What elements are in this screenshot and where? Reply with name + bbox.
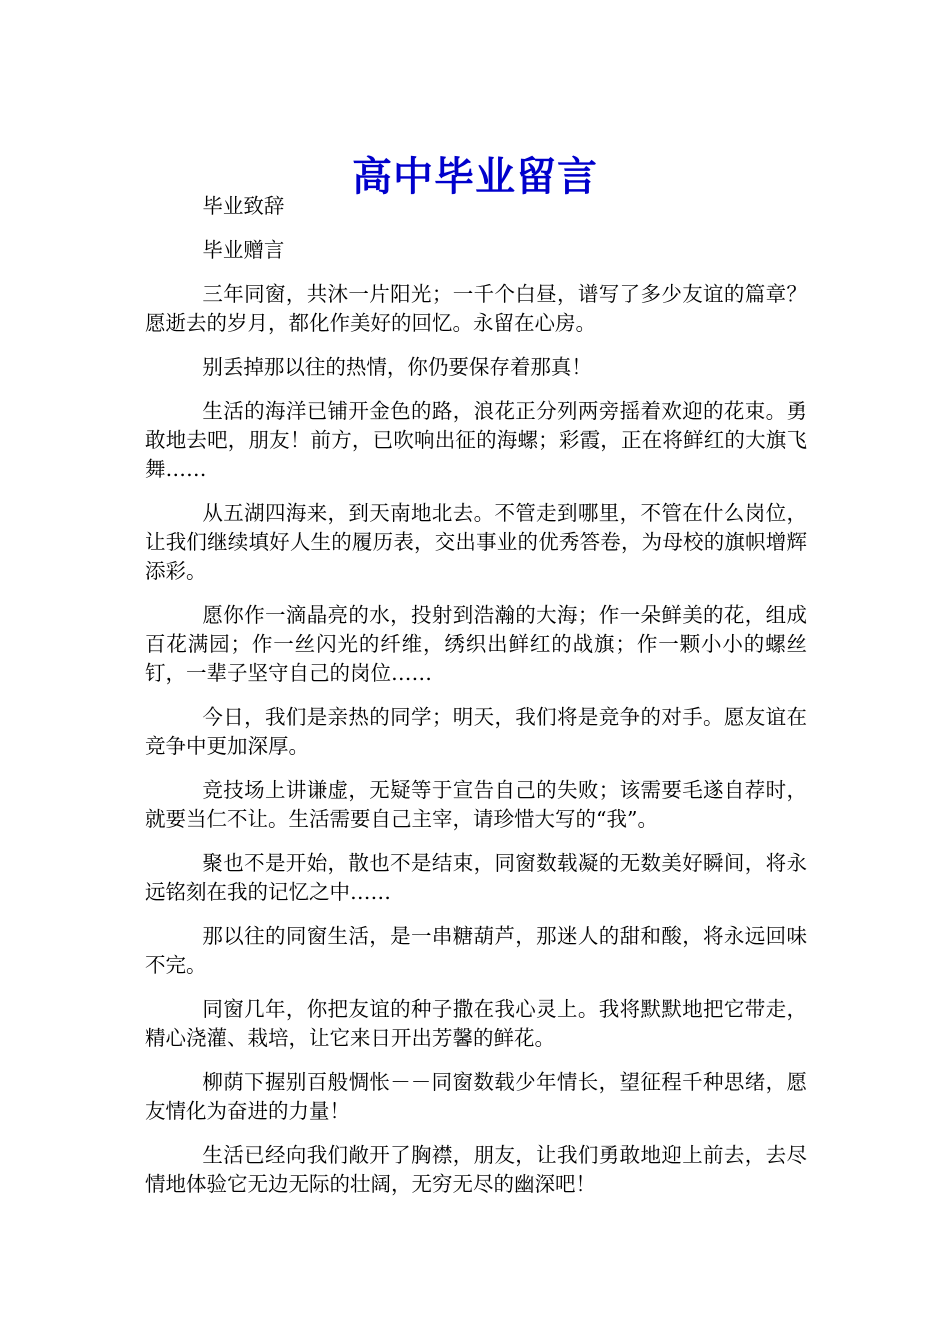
paragraph-5: 生活的海洋已铺开金色的路，浪花正分列两旁摇着欢迎的花束。勇敢地去吧，朋友！前方，已吹响出征的海螺；彩霞，正在将鲜红的大旗飞舞…… bbox=[145, 399, 807, 481]
document-title: 高中毕业留言 bbox=[352, 152, 598, 200]
document-body bbox=[145, 192, 807, 1214]
paragraph-1: 毕业致辞 bbox=[202, 194, 285, 218]
paragraph-3: 三年同窗，共沐一片阳光；一千个白昼，谱写了多少友谊的篇章？愿逝去的岁月，都化作美好的回忆。永留在心房。 bbox=[145, 282, 807, 335]
paragraph-13: 柳荫下握别百般惆怅－－同窗数载少年情长，望征程千种思绪，愿友情化为奋进的力量！ bbox=[145, 1070, 807, 1123]
paragraph-14: 生活已经向我们敞开了胸襟，朋友，让我们勇敢地迎上前去，去尽情地体验它无边无际的壮阔，无穷无尽的幽深吧！ bbox=[145, 1143, 807, 1196]
paragraph-4: 别丢掉那以往的热情，你仍要保存着那真！ bbox=[202, 355, 592, 379]
paragraph-9: 竞技场上讲谦虚，无疑等于宣告自己的失败；该需要毛遂自荐时，就要当仁不让。生活需要自己主宰，请珍惜大写的“我”。 bbox=[145, 778, 807, 831]
paragraph-8: 今日，我们是亲热的同学；明天，我们将是竞争的对手。愿友谊在竞争中更加深厚。 bbox=[145, 705, 807, 758]
paragraph-10: 聚也不是开始，散也不是结束，同窗数载凝的无数美好瞬间，将永远铭刻在我的记忆之中…… bbox=[145, 851, 807, 904]
paragraph-2: 毕业赠言 bbox=[202, 238, 285, 262]
paragraph-12: 同窗几年，你把友谊的种子撒在我心灵上。我将默默地把它带走，精心浇灌、栽培，让它来日开出芳馨的鲜花。 bbox=[145, 997, 807, 1050]
paragraph-11: 那以往的同窗生活，是一串糖葫芦，那迷人的甜和酸，将永远回味不完。 bbox=[145, 924, 807, 977]
paragraph-7: 愿你作一滴晶亮的水，投射到浩瀚的大海；作一朵鲜美的花，组成百花满园；作一丝闪光的纤维，绣织出鲜红的战旗；作一颗小小的螺丝钉，一辈子坚守自己的岗位…… bbox=[145, 603, 807, 685]
paragraph-6: 从五湖四海来，到天南地北去。不管走到哪里，不管在什么岗位，让我们继续填好人生的履历表，交出事业的优秀答卷，为母校的旗帜增辉添彩。 bbox=[145, 501, 807, 583]
